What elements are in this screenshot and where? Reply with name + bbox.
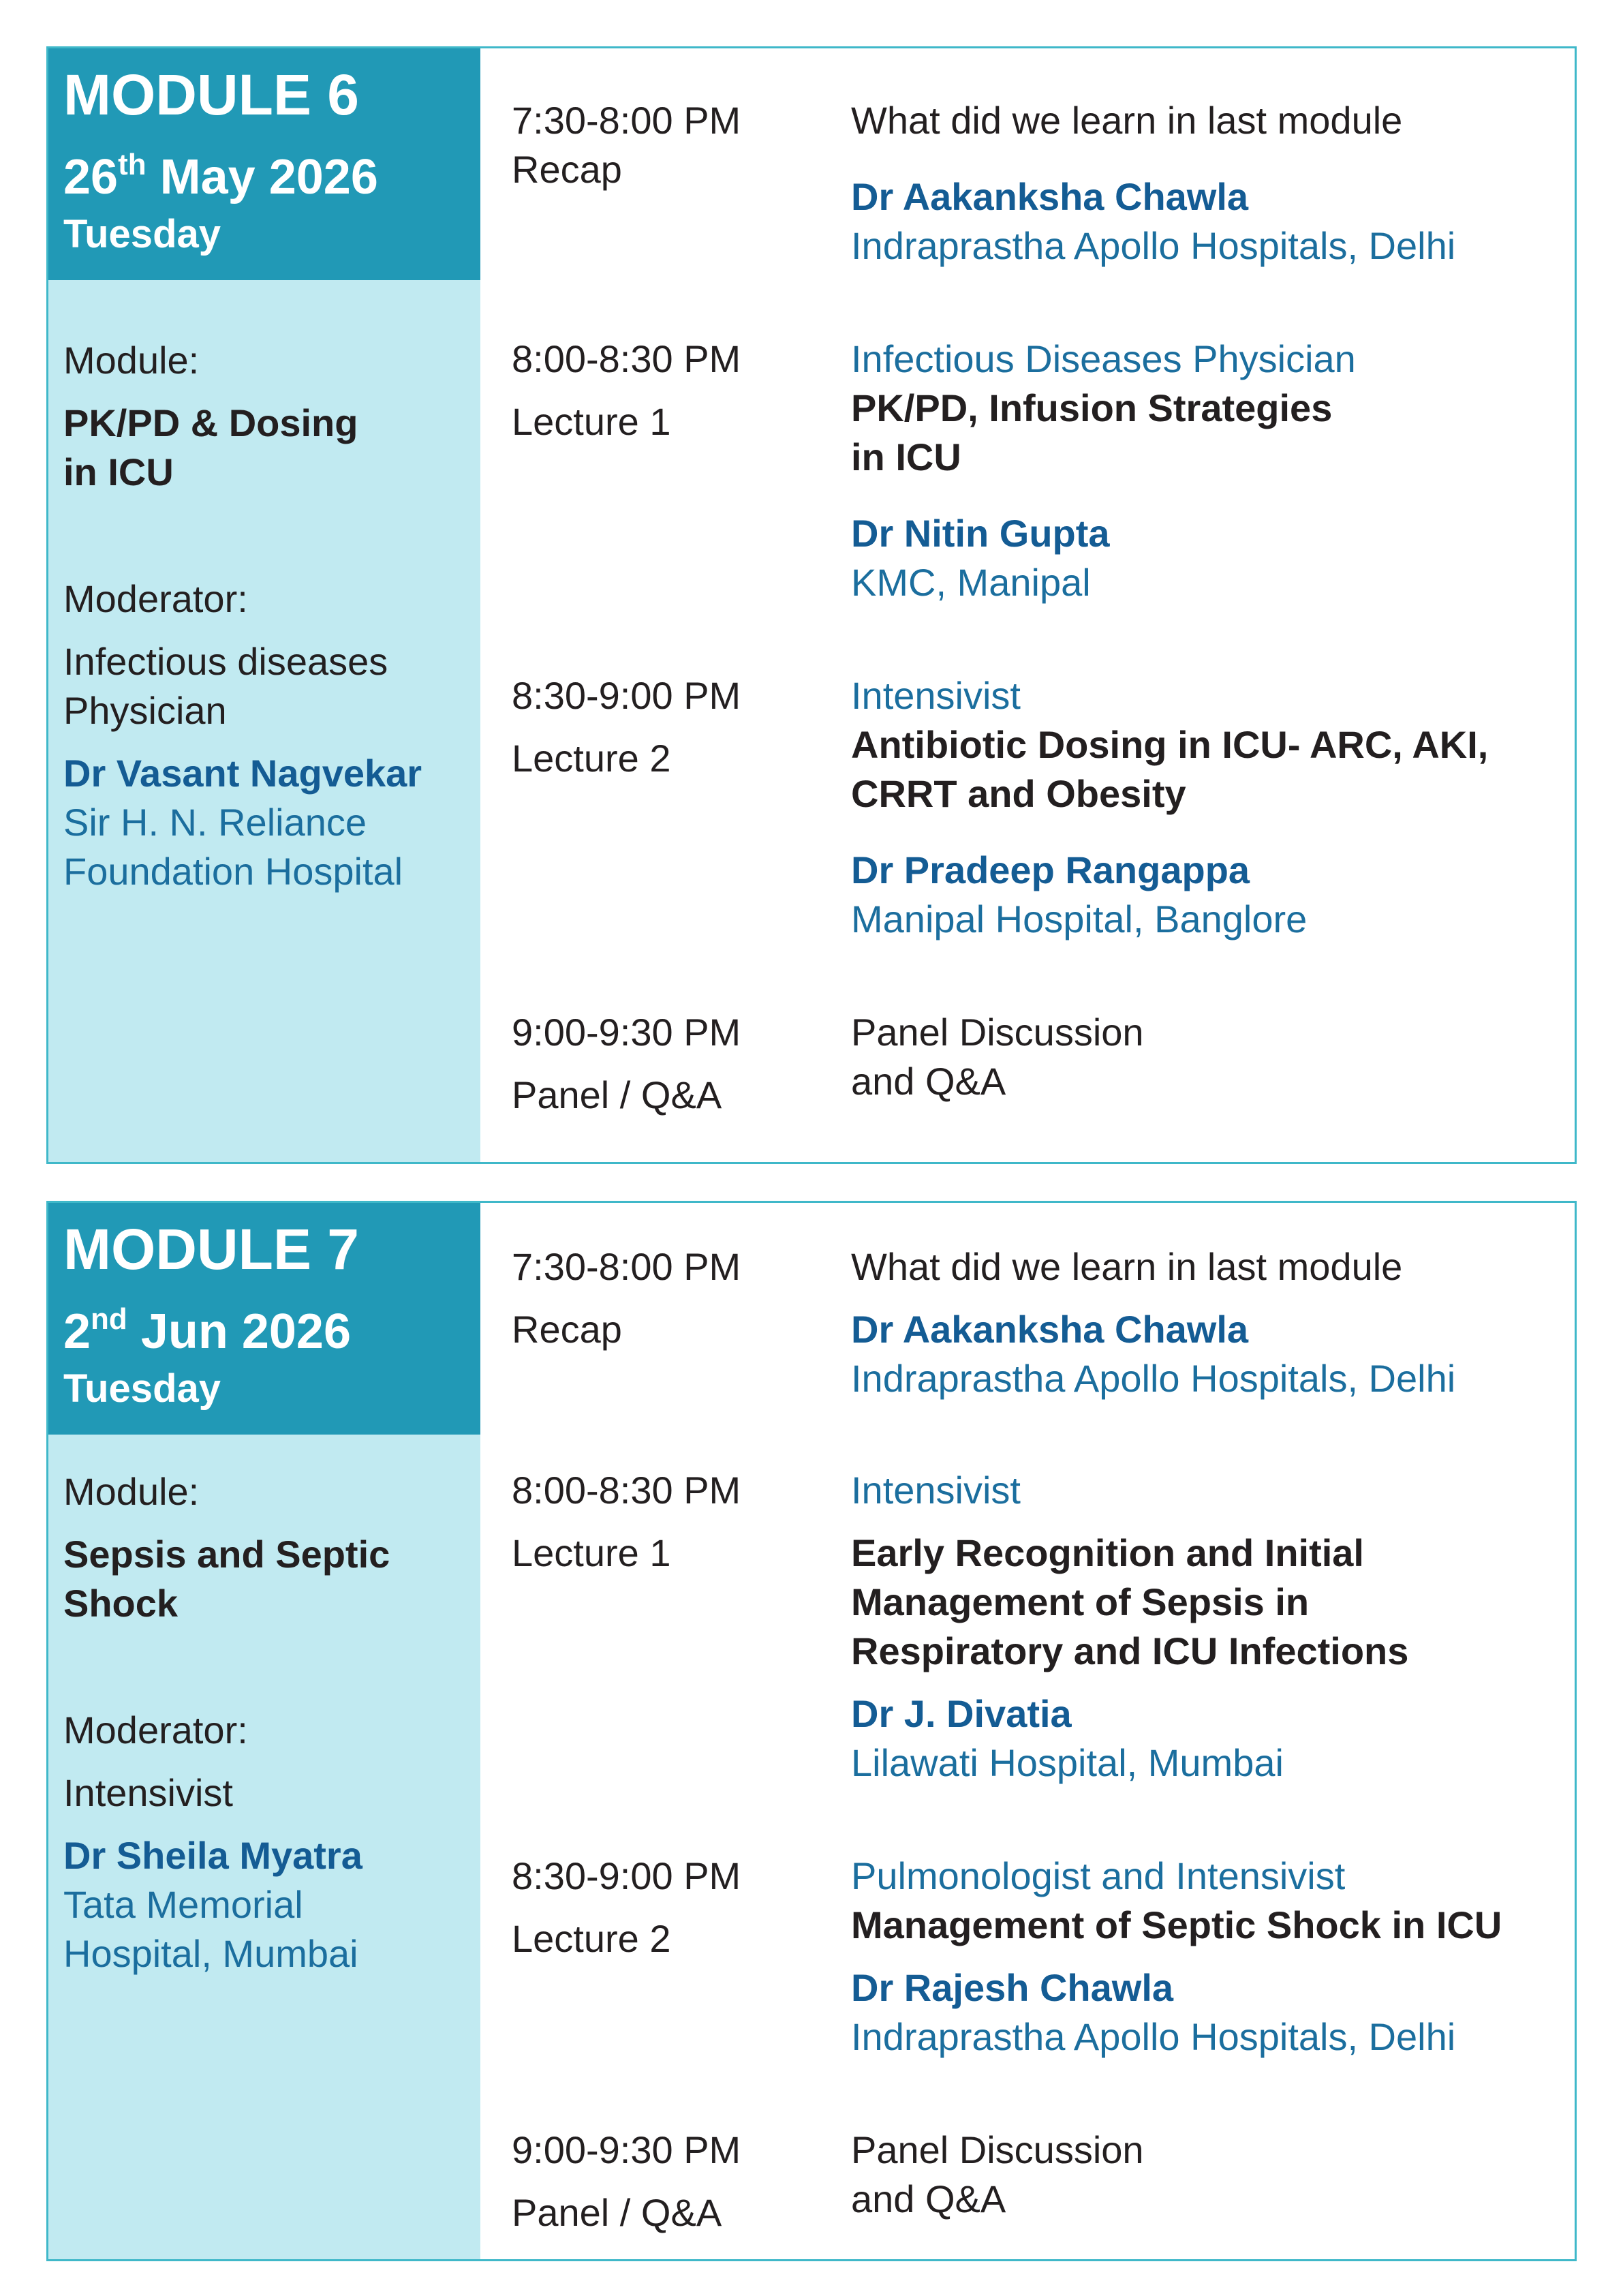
session-type: Panel / Q&A — [512, 2191, 722, 2234]
session-description: and Q&A — [851, 2177, 1006, 2220]
lecture-topic: in ICU — [851, 435, 961, 478]
session-time: 7:30-8:00 PM — [512, 99, 741, 142]
moderator-affiliation: Sir H. N. Reliance — [63, 801, 367, 844]
session-description: Panel Discussion — [851, 1011, 1144, 1054]
lecture-topic: CRRT and Obesity — [851, 772, 1186, 815]
module-name: in ICU — [63, 450, 174, 493]
session-time: 8:30-9:00 PM — [512, 674, 741, 717]
moderator-label: Moderator: — [63, 577, 248, 620]
module-name: Shock — [63, 1582, 179, 1625]
module-weekday: Tuesday — [63, 212, 221, 256]
session-description: What did we learn in last module — [851, 99, 1403, 142]
lecture-topic: Management of Septic Shock in ICU — [851, 1903, 1502, 1946]
speaker-name: Dr Rajesh Chawla — [851, 1966, 1174, 2009]
module-7-card — [46, 1201, 1577, 2261]
session-type: Lecture 1 — [512, 400, 671, 443]
speaker-role: Pulmonologist and Intensivist — [851, 1854, 1346, 1897]
session-type: Lecture 1 — [512, 1531, 671, 1574]
moderator-role: Intensivist — [63, 1771, 233, 1814]
module-title: MODULE 6 — [63, 63, 360, 127]
speaker-affiliation: Indraprastha Apollo Hospitals, Delhi — [851, 2015, 1456, 2058]
session-type: Panel / Q&A — [512, 1073, 722, 1116]
lecture-topic: Management of Sepsis in — [851, 1580, 1310, 1623]
speaker-name: Dr Pradeep Rangappa — [851, 848, 1250, 891]
module-6-card — [46, 46, 1577, 1164]
lecture-topic: Antibiotic Dosing in ICU- ARC, AKI, — [851, 723, 1489, 766]
module-name: Sepsis and Septic — [63, 1533, 390, 1576]
module-name: PK/PD & Dosing — [63, 401, 358, 444]
session-type: Recap — [512, 1308, 622, 1351]
moderator-name: Dr Vasant Nagvekar — [63, 752, 422, 795]
module-label: Module: — [63, 339, 200, 382]
speaker-role: Intensivist — [851, 1469, 1021, 1512]
speaker-affiliation: Indraprastha Apollo Hospitals, Delhi — [851, 1357, 1456, 1400]
speaker-role: Infectious Diseases Physician — [851, 337, 1356, 380]
speaker-affiliation: Lilawati Hospital, Mumbai — [851, 1741, 1284, 1784]
moderator-label: Moderator: — [63, 1709, 248, 1751]
speaker-name: Dr Nitin Gupta — [851, 512, 1110, 555]
module-date: 2nd Jun 2026 — [63, 1302, 351, 1359]
moderator-role: Physician — [63, 689, 227, 732]
session-time: 8:00-8:30 PM — [512, 1469, 741, 1512]
session-time: 7:30-8:00 PM — [512, 1245, 741, 1288]
speaker-affiliation: Indraprastha Apollo Hospitals, Delhi — [851, 224, 1456, 267]
session-time: 9:00-9:30 PM — [512, 2128, 741, 2171]
session-description: What did we learn in last module — [851, 1245, 1403, 1288]
module-title: MODULE 7 — [63, 1217, 360, 1281]
module-label: Module: — [63, 1470, 200, 1513]
speaker-name: Dr Aakanksha Chawla — [851, 175, 1249, 218]
speaker-name: Dr J. Divatia — [851, 1692, 1072, 1735]
session-type: Lecture 2 — [512, 1917, 671, 1960]
moderator-role: Infectious diseases — [63, 640, 388, 683]
speaker-name: Dr Aakanksha Chawla — [851, 1308, 1249, 1351]
speaker-affiliation: KMC, Manipal — [851, 561, 1091, 604]
moderator-name: Dr Sheila Myatra — [63, 1834, 362, 1877]
session-description: Panel Discussion — [851, 2128, 1144, 2171]
lecture-topic: Early Recognition and Initial — [851, 1531, 1364, 1574]
session-type: Lecture 2 — [512, 737, 671, 780]
session-type: Recap — [512, 148, 622, 191]
lecture-topic: Respiratory and ICU Infections — [851, 1629, 1409, 1672]
session-time: 8:00-8:30 PM — [512, 337, 741, 380]
moderator-affiliation: Hospital, Mumbai — [63, 1932, 358, 1975]
session-description: and Q&A — [851, 1060, 1006, 1103]
module-date: 26th May 2026 — [63, 148, 378, 204]
module-weekday: Tuesday — [63, 1366, 221, 1411]
module-7-header — [48, 1203, 480, 1435]
speaker-role: Intensivist — [851, 674, 1021, 717]
session-time: 9:00-9:30 PM — [512, 1011, 741, 1054]
module-6-header — [48, 48, 480, 280]
speaker-affiliation: Manipal Hospital, Banglore — [851, 898, 1308, 940]
lecture-topic: PK/PD, Infusion Strategies — [851, 386, 1333, 429]
session-time: 8:30-9:00 PM — [512, 1854, 741, 1897]
moderator-affiliation: Tata Memorial — [63, 1883, 303, 1926]
moderator-affiliation: Foundation Hospital — [63, 850, 403, 893]
